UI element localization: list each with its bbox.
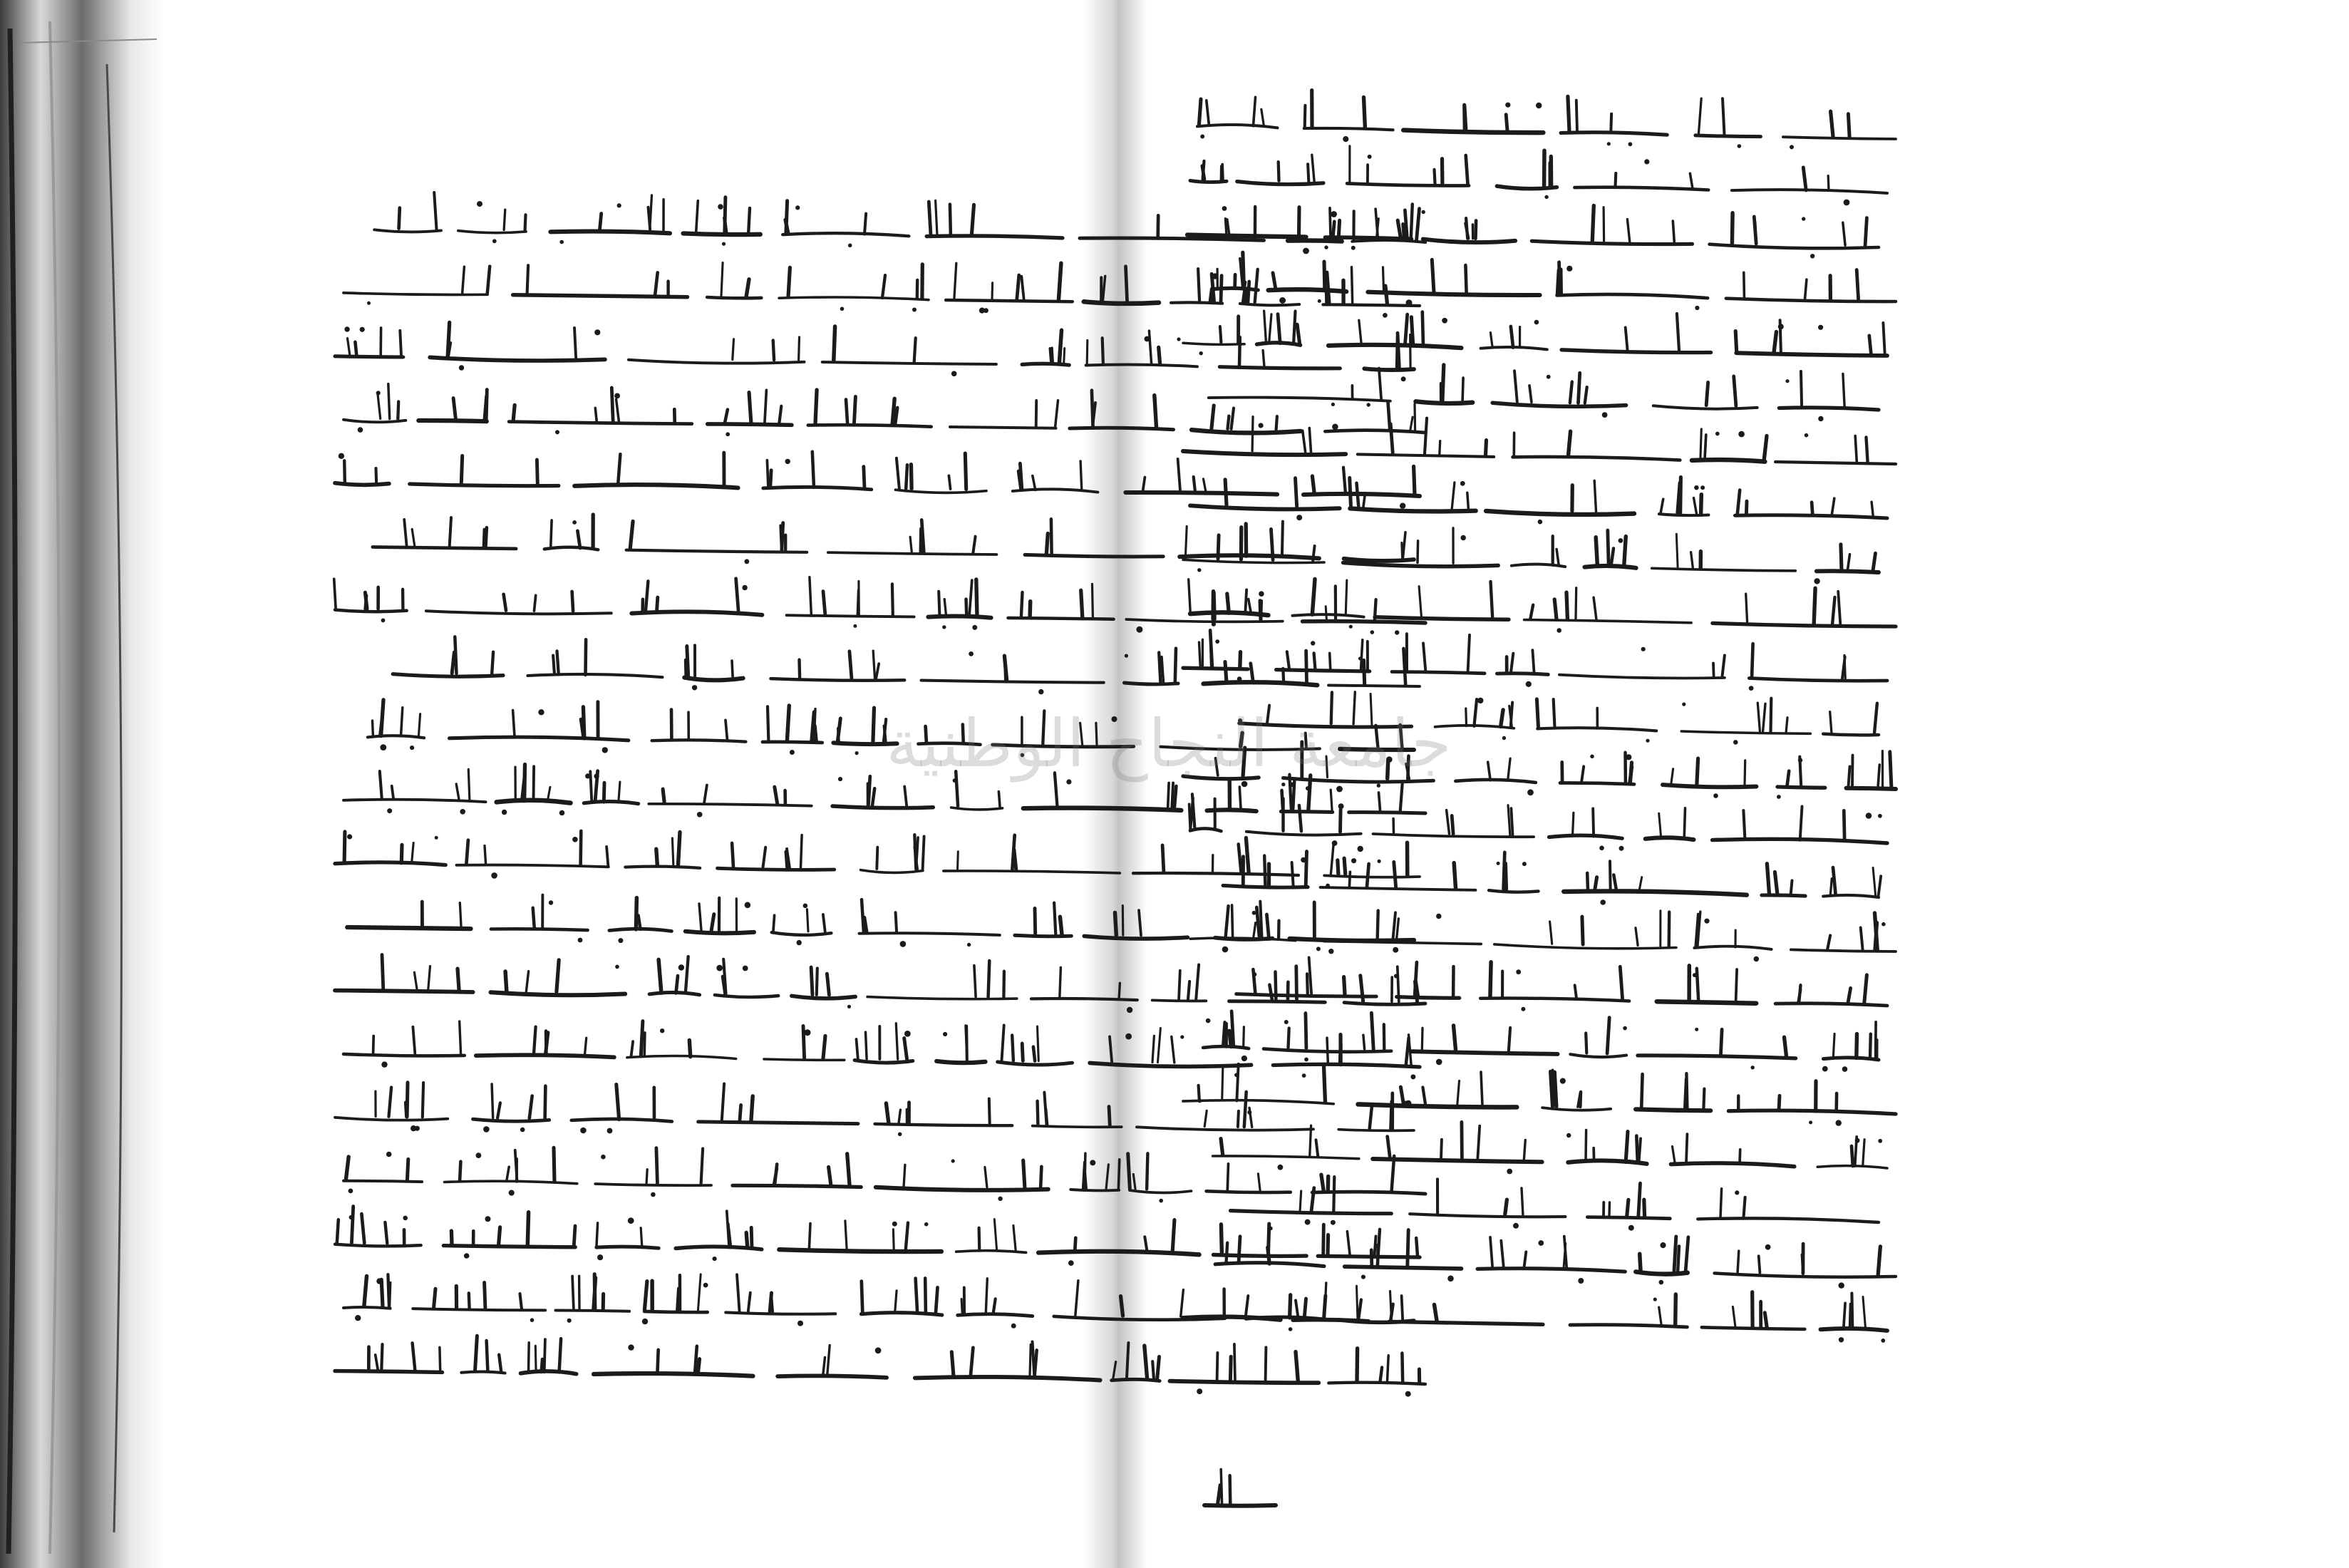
handwritten-line [347, 895, 1414, 953]
handwritten-line [1190, 911, 1896, 962]
handwritten-line [1190, 146, 1887, 206]
handwritten-line [1223, 852, 1881, 905]
handwritten-line [1197, 91, 1896, 150]
handwritten-line [373, 515, 1414, 564]
handwritten-line [344, 1274, 1414, 1331]
handwritten-line [1190, 477, 1887, 524]
handwritten-line [1204, 1470, 1276, 1506]
handwritten-line [334, 577, 1425, 635]
handwritten-line [393, 636, 1420, 694]
handwritten-line [1215, 1229, 1896, 1289]
page-gutter [1083, 0, 1147, 1568]
handwritten-line [1183, 1064, 1896, 1126]
handwritten-line [335, 955, 1425, 1013]
handwritten-line [335, 452, 1420, 509]
handwritten-line [1237, 957, 1887, 1011]
handwritten-line [335, 1207, 1420, 1267]
catchword-ink [1204, 1470, 1276, 1506]
handwritten-line [1209, 365, 1879, 421]
handwritten-line [335, 1336, 1425, 1396]
handwritten-line [1183, 311, 1887, 356]
handwritten-line [344, 384, 1425, 437]
handwritten-line [1189, 579, 1896, 633]
handwritten-line [344, 1021, 1420, 1080]
handwritten-line [1187, 204, 1879, 258]
handwritten-line [1212, 252, 1896, 310]
binding-edge [0, 0, 164, 1568]
left-page-ink [334, 192, 1425, 1397]
handwritten-line [335, 831, 1420, 888]
handwritten-line [1183, 417, 1896, 464]
handwritten-line [335, 1083, 1414, 1136]
watermark-text: جامعة النجاح الوطنية [886, 706, 1452, 782]
handwritten-line [374, 192, 1425, 254]
handwritten-line [335, 322, 1414, 381]
